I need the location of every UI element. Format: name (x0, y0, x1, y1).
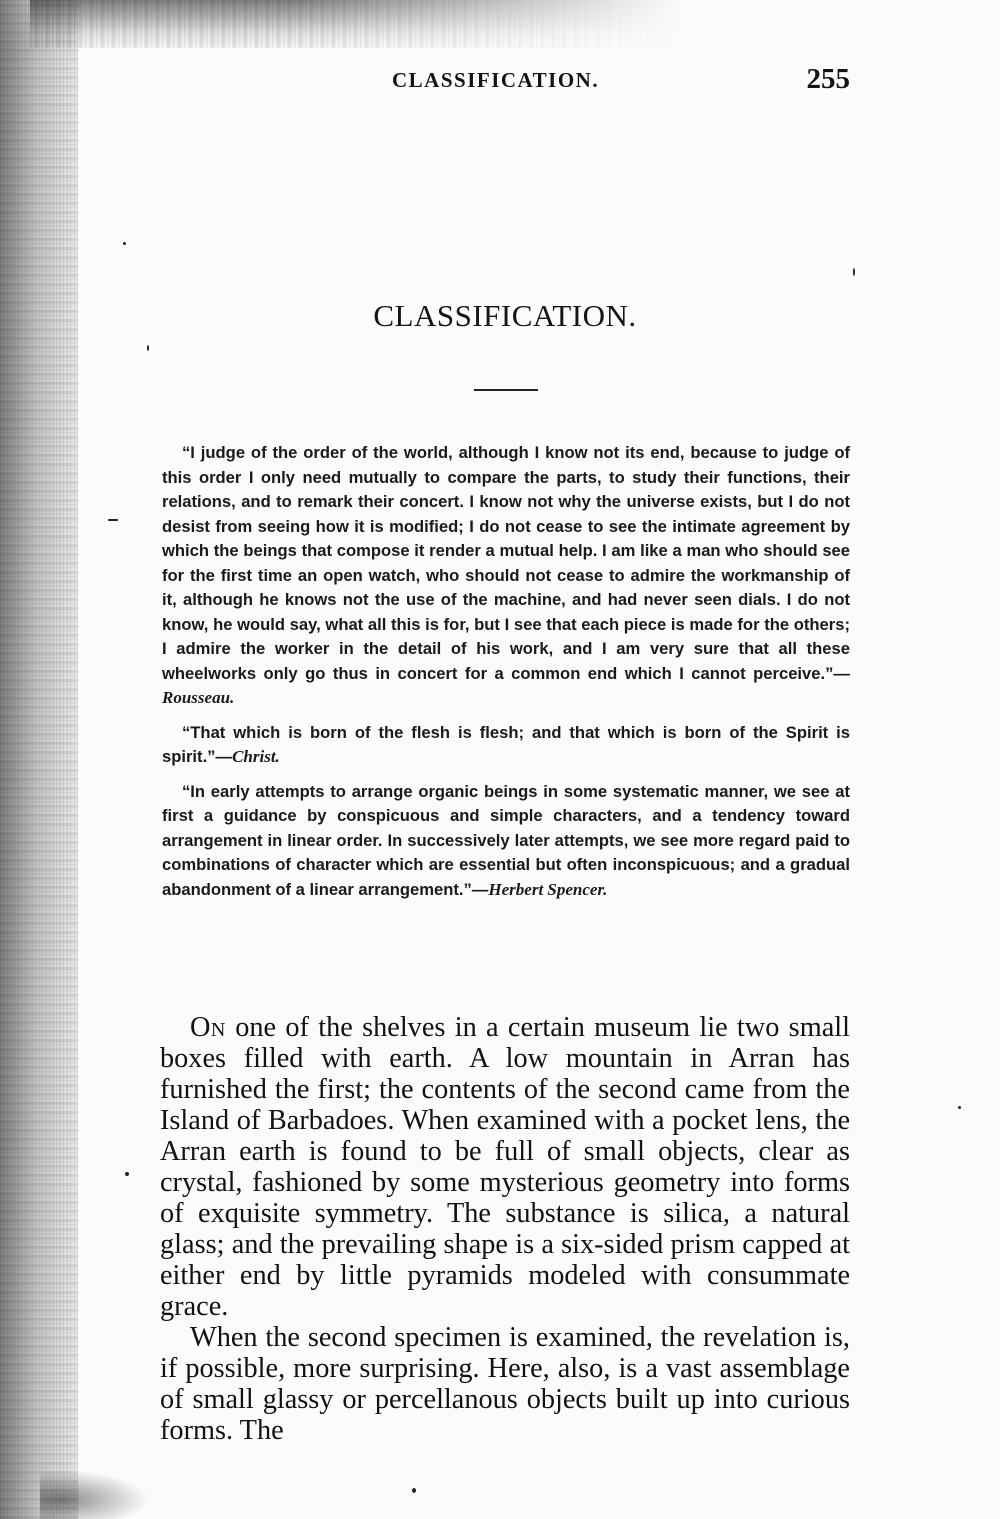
scan-speck (958, 1106, 961, 1109)
running-title: CLASSIFICATION. (392, 68, 600, 92)
scan-speck (412, 1488, 416, 1493)
page-number: 255 (806, 63, 850, 95)
scan-smudge-bottom (40, 1470, 150, 1519)
body-paragraph (160, 1012, 850, 1322)
body-paragraph (160, 1322, 850, 1446)
epigraph-rousseau (162, 441, 850, 711)
paragraph-text: When the second specimen is examined, the revelation is, if possible, more surprising. Here, also, is a vast assemblage of small glassy or percellanous objects built up into curious forms. The (160, 1322, 850, 1446)
epigraph-attribution: Herbert Spencer. (488, 879, 608, 899)
epigraph-attribution: Christ. (232, 747, 280, 766)
scan-speck (147, 345, 149, 351)
binding-edge-shadow (0, 0, 78, 1519)
scan-speck (853, 268, 855, 276)
paragraph-text: one of the shelves in a certain museum lie two small boxes filled with earth. A low mountain in Arran has furnished the first; the contents of the second came from the Island of Barbadoes. When examined with a pocket lens, the Arran earth is found to be full of small objects, clear as crystal, fashioned by some mysterious geometry into forms of exquisite symmetry. The substance is silica, a natural glass; and the prevailing shape is a six-sided prism capped at either end by little pyramids modeled with consummate grace. (160, 1012, 850, 1322)
epigraph-spencer (162, 780, 850, 903)
scan-smudge-top (30, 0, 680, 48)
scan-speck (108, 519, 118, 521)
chapter-title: CLASSIFICATION. (373, 298, 637, 333)
epigraph-christ (162, 721, 850, 770)
body-text (160, 1012, 850, 1446)
epigraph-text: “In early attempts to arrange organic beings in some systematic manner, we see at first a guidance by conspicuous and simple characters, and a tendency toward arrangement in linear order. In successively later attempts, we see more regard paid to combinations of character which are essential but often inconspicuous; and a gradual abandonment of a linear arrangement.”— (162, 781, 850, 899)
running-header (160, 63, 850, 102)
epigraph-text: “I judge of the order of the world, although I know not its end, because to judge of this order I only need mutually to compare the parts, to study their functions, their relations, and to remark their concert. I know not why the universe exists, but I do not desist from seeing how it is modified; I do not cease to see the intimate agreement by which the beings that compose it render a mutual help. I am like a man who should see for the first time an open watch, who should not cease to admire the workmanship of it, although he knows not the use of the machine, and had never seen dials. I do not know, he would say, what all this is for, but I see that each piece is made for the others; I admire the worker in the detail of his work, and I am very sure that all these wheelworks only go thus in concert for a common end which I cannot perceive.”— (162, 443, 850, 683)
epigraph-block (162, 441, 850, 912)
scan-speck (125, 1172, 129, 1176)
epigraph-text: “That which is born of the flesh is flesh; and that which is born of the Spirit is spirit.”— (162, 722, 850, 766)
opening-word: On (190, 1012, 226, 1043)
title-rule-divider (474, 389, 538, 391)
epigraph-attribution: Rousseau. (162, 688, 235, 707)
scan-speck (123, 242, 126, 245)
